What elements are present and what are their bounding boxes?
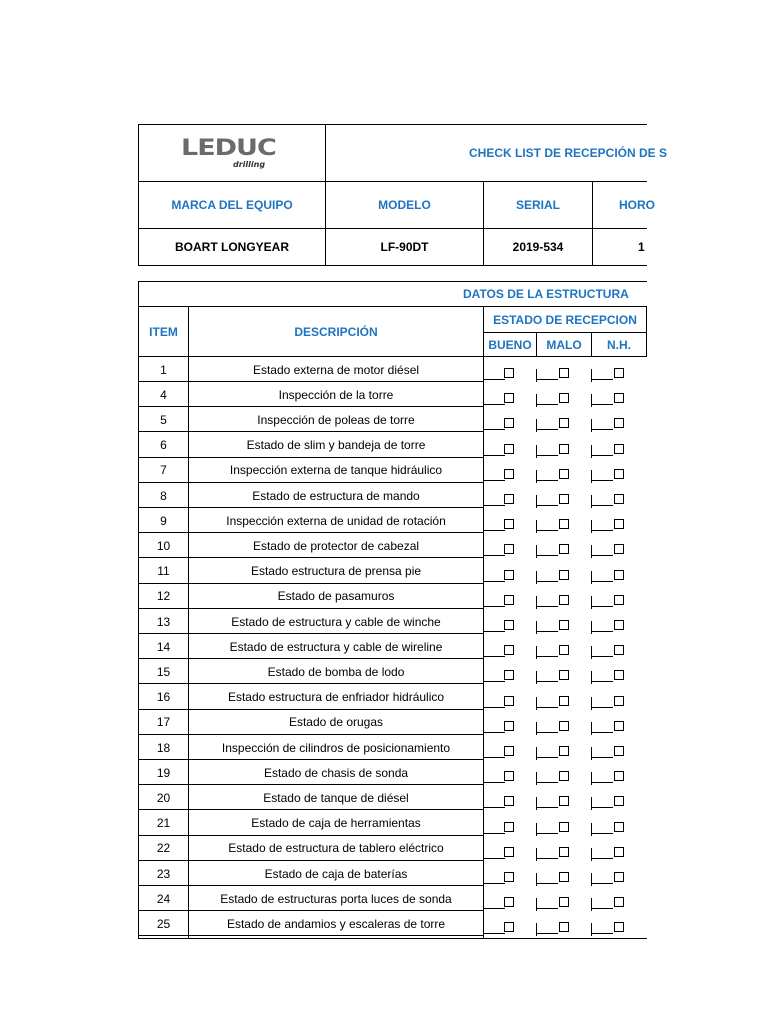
- checkbox-malo[interactable]: [559, 544, 569, 554]
- item-number: 15: [156, 664, 171, 679]
- col-header-malo: MALO: [546, 337, 582, 352]
- divider: [536, 394, 537, 407]
- divider: [536, 697, 537, 710]
- checkbox-underline: [536, 732, 558, 733]
- checkbox-bueno[interactable]: [504, 645, 514, 655]
- checkbox-underline: [483, 656, 505, 657]
- checkbox-underline: [483, 555, 505, 556]
- col-header-bueno: BUENO: [488, 337, 532, 352]
- item-number: 14: [156, 639, 171, 654]
- checkbox-underline: [591, 555, 613, 556]
- checkbox-underline: [483, 681, 505, 682]
- divider: [536, 772, 537, 785]
- table-row: [139, 407, 647, 432]
- table-row: [139, 911, 647, 936]
- divider: [591, 873, 592, 886]
- checkbox-underline: [536, 807, 558, 808]
- col-header-item: ITEM: [149, 324, 178, 339]
- checkbox-malo[interactable]: [559, 645, 569, 655]
- checkbox-nh[interactable]: [614, 393, 624, 403]
- item-number: 19: [156, 765, 171, 780]
- checkbox-underline: [591, 429, 613, 430]
- checkbox-bueno[interactable]: [504, 544, 514, 554]
- checkbox-bueno[interactable]: [504, 696, 514, 706]
- logo-main-text: LEDUC: [181, 135, 276, 161]
- table-row: [139, 433, 647, 458]
- item-description: Inspección de cilindros de posicionamiento: [221, 740, 451, 755]
- table-row: [139, 584, 647, 609]
- divider: [591, 394, 592, 407]
- divider: [536, 722, 537, 735]
- divider: [591, 772, 592, 785]
- checkbox-nh[interactable]: [614, 645, 624, 655]
- divider: [536, 520, 537, 533]
- divider: [536, 470, 537, 483]
- col-header-estado-recepcion: ESTADO DE RECEPCION: [493, 312, 637, 327]
- checkbox-nh[interactable]: [614, 368, 624, 378]
- checkbox-underline: [591, 379, 613, 380]
- checkbox-nh[interactable]: [614, 922, 624, 932]
- checkbox-underline: [483, 833, 505, 834]
- divider: [591, 646, 592, 659]
- item-description: Estado de slim y bandeja de torre: [246, 438, 426, 453]
- checkbox-bueno[interactable]: [504, 746, 514, 756]
- checkbox-malo[interactable]: [559, 444, 569, 454]
- table-row: [139, 811, 647, 836]
- table-row: [139, 559, 647, 584]
- checkbox-underline: [483, 505, 505, 506]
- checkbox-bueno[interactable]: [504, 897, 514, 907]
- item-description: Estado de chasis de sonda: [263, 765, 409, 780]
- table-row: [139, 634, 647, 659]
- divider: [536, 898, 537, 911]
- checkbox-nh[interactable]: [614, 469, 624, 479]
- checklist-table: [138, 281, 647, 939]
- checkbox-underline: [483, 606, 505, 607]
- item-number: 9: [160, 513, 167, 528]
- checkbox-bueno[interactable]: [504, 721, 514, 731]
- leduc-logo: [181, 137, 281, 173]
- divider: [536, 823, 537, 836]
- checkbox-underline: [591, 883, 613, 884]
- header-col-modelo: MODELO: [378, 198, 431, 212]
- checkbox-underline: [483, 581, 505, 582]
- divider: [591, 848, 592, 861]
- checkbox-underline: [536, 933, 558, 934]
- checkbox-underline: [483, 707, 505, 708]
- checkbox-underline: [483, 404, 505, 405]
- divider: [536, 646, 537, 659]
- table-row: [139, 357, 647, 382]
- checkbox-bueno[interactable]: [504, 519, 514, 529]
- checkbox-bueno[interactable]: [504, 595, 514, 605]
- divider: [536, 923, 537, 936]
- divider: [591, 445, 592, 458]
- item-description: Inspección externa de unidad de rotación: [226, 513, 446, 528]
- checkbox-underline: [483, 782, 505, 783]
- checkbox-malo[interactable]: [559, 897, 569, 907]
- checkbox-underline: [483, 732, 505, 733]
- item-description: Estado de estructura y cable de wireline: [229, 639, 443, 654]
- divider: [591, 495, 592, 508]
- checkbox-underline: [591, 933, 613, 934]
- item-description: Estado estructura de prensa pie: [250, 564, 422, 579]
- checkbox-underline: [591, 530, 613, 531]
- item-description: Estado de estructura de tablero eléctrico: [228, 841, 444, 856]
- divider: [591, 571, 592, 584]
- checkbox-nh[interactable]: [614, 570, 624, 580]
- table-row: [139, 659, 647, 684]
- checkbox-underline: [591, 656, 613, 657]
- checkbox-bueno[interactable]: [504, 822, 514, 832]
- table-row: [139, 458, 647, 483]
- checkbox-nh[interactable]: [614, 494, 624, 504]
- checkbox-bueno[interactable]: [504, 368, 514, 378]
- item-description: Estado estructura de enfriador hidráulico: [227, 690, 445, 705]
- divider: [536, 495, 537, 508]
- table-row: [139, 735, 647, 760]
- divider: [591, 596, 592, 609]
- checkbox-underline: [536, 631, 558, 632]
- item-description: Estado de estructura y cable de winche: [231, 614, 441, 629]
- item-number: 23: [156, 866, 171, 881]
- table-row: [139, 508, 647, 533]
- checkbox-underline: [536, 707, 558, 708]
- item-description: Estado de estructura de mando: [252, 488, 420, 503]
- checkbox-bueno[interactable]: [504, 469, 514, 479]
- checkbox-underline: [591, 732, 613, 733]
- checkbox-underline: [591, 631, 613, 632]
- value-marca: BOART LONGYEAR: [175, 240, 289, 254]
- checkbox-nh[interactable]: [614, 897, 624, 907]
- checkbox-bueno[interactable]: [504, 872, 514, 882]
- checkbox-underline: [536, 530, 558, 531]
- checkbox-malo[interactable]: [559, 872, 569, 882]
- item-number: 21: [156, 816, 171, 831]
- checkbox-malo[interactable]: [559, 746, 569, 756]
- divider: [536, 797, 537, 810]
- checkbox-nh[interactable]: [614, 418, 624, 428]
- checkbox-malo[interactable]: [559, 368, 569, 378]
- divider: [536, 621, 537, 634]
- table-row: [139, 886, 647, 911]
- item-description: Estado de protector de cabezal: [252, 538, 420, 553]
- item-description: Estado de bomba de lodo: [267, 664, 405, 679]
- divider: [591, 747, 592, 760]
- checkbox-malo[interactable]: [559, 570, 569, 580]
- checkbox-underline: [536, 404, 558, 405]
- item-description: Estado de caja de baterías: [264, 866, 408, 881]
- checkbox-bueno[interactable]: [504, 847, 514, 857]
- checkbox-underline: [536, 782, 558, 783]
- checkbox-nh[interactable]: [614, 746, 624, 756]
- table-row: [139, 533, 647, 558]
- checkbox-underline: [536, 555, 558, 556]
- checkbox-bueno[interactable]: [504, 393, 514, 403]
- divider: [591, 823, 592, 836]
- checkbox-malo[interactable]: [559, 822, 569, 832]
- col-header-nh: N.H.: [607, 337, 631, 352]
- item-number: 17: [156, 715, 171, 730]
- checkbox-underline: [591, 581, 613, 582]
- checkbox-underline: [536, 429, 558, 430]
- checkbox-underline: [536, 606, 558, 607]
- divider: [536, 596, 537, 609]
- item-number: 10: [156, 538, 171, 553]
- divider: [591, 470, 592, 483]
- checkbox-underline: [536, 480, 558, 481]
- item-description: Estado de pasamuros: [277, 589, 395, 604]
- checkbox-bueno[interactable]: [504, 418, 514, 428]
- checkbox-malo[interactable]: [559, 796, 569, 806]
- checkbox-underline: [483, 908, 505, 909]
- checkbox-nh[interactable]: [614, 721, 624, 731]
- checkbox-bueno[interactable]: [504, 570, 514, 580]
- item-description: Inspección externa de tanque hidráulico: [229, 463, 443, 478]
- header-col-marca: MARCA DEL EQUIPO: [171, 198, 293, 212]
- item-number: 6: [160, 438, 167, 453]
- divider: [591, 797, 592, 810]
- checkbox-underline: [536, 656, 558, 657]
- checkbox-underline: [591, 807, 613, 808]
- item-number: 24: [156, 891, 171, 906]
- checkbox-underline: [483, 480, 505, 481]
- item-number: 12: [156, 589, 171, 604]
- checkbox-malo[interactable]: [559, 620, 569, 630]
- checkbox-bueno[interactable]: [504, 444, 514, 454]
- checkbox-bueno[interactable]: [504, 771, 514, 781]
- divider: [591, 671, 592, 684]
- divider: [536, 419, 537, 432]
- item-number: 7: [160, 463, 167, 478]
- checkbox-underline: [591, 455, 613, 456]
- table-row: [139, 861, 647, 886]
- divider: [536, 848, 537, 861]
- table-row: [139, 382, 647, 407]
- table-row: [139, 483, 647, 508]
- item-number: 1: [160, 362, 167, 377]
- checkbox-malo[interactable]: [559, 393, 569, 403]
- checkbox-underline: [483, 933, 505, 934]
- checkbox-underline: [483, 530, 505, 531]
- table-row: [139, 609, 647, 634]
- checkbox-nh[interactable]: [614, 822, 624, 832]
- checkbox-underline: [591, 833, 613, 834]
- checkbox-underline: [536, 379, 558, 380]
- table-row: [139, 760, 647, 785]
- item-number: 18: [156, 740, 171, 755]
- checkbox-nh[interactable]: [614, 771, 624, 781]
- checkbox-underline: [591, 858, 613, 859]
- checkbox-underline: [591, 707, 613, 708]
- item-description: Estado de tanque de diésel: [263, 790, 409, 805]
- divider: [536, 671, 537, 684]
- document-title: CHECK LIST DE RECEPCIÓN DE S: [469, 146, 668, 160]
- checkbox-underline: [536, 455, 558, 456]
- header-table: [138, 124, 668, 266]
- checkbox-malo[interactable]: [559, 519, 569, 529]
- checkbox-malo[interactable]: [559, 847, 569, 857]
- checkbox-underline: [483, 455, 505, 456]
- divider: [536, 747, 537, 760]
- checkbox-underline: [591, 404, 613, 405]
- divider: [591, 369, 592, 382]
- checkbox-underline: [536, 505, 558, 506]
- header-col-serial: SERIAL: [515, 198, 560, 212]
- item-description: Estado externa de motor diésel: [252, 362, 420, 377]
- divider: [591, 697, 592, 710]
- divider: [536, 571, 537, 584]
- checkbox-malo[interactable]: [559, 494, 569, 504]
- divider: [591, 520, 592, 533]
- logo-sub-text: drilling: [233, 160, 266, 169]
- checkbox-malo[interactable]: [559, 418, 569, 428]
- checkbox-bueno[interactable]: [504, 796, 514, 806]
- checkbox-bueno[interactable]: [504, 670, 514, 680]
- item-number: 8: [160, 488, 167, 503]
- checkbox-nh[interactable]: [614, 544, 624, 554]
- table-row: [139, 685, 647, 710]
- checkbox-underline: [536, 908, 558, 909]
- checkbox-underline: [536, 581, 558, 582]
- item-description: Estado de caja de herramientas: [251, 816, 421, 831]
- checkbox-underline: [483, 807, 505, 808]
- table-row: [139, 836, 647, 861]
- header-col-horometro: HORO: [619, 198, 655, 212]
- item-description: Estado de andamios y escaleras de torre: [226, 916, 446, 931]
- checkbox-underline: [591, 606, 613, 607]
- checkbox-underline: [591, 757, 613, 758]
- checkbox-malo[interactable]: [559, 922, 569, 932]
- divider: [591, 545, 592, 558]
- checkbox-malo[interactable]: [559, 670, 569, 680]
- checkbox-nh[interactable]: [614, 595, 624, 605]
- divider: [591, 722, 592, 735]
- checkbox-nh[interactable]: [614, 670, 624, 680]
- checkbox-bueno[interactable]: [504, 620, 514, 630]
- item-description: Inspección de la torre: [278, 387, 394, 402]
- checkbox-nh[interactable]: [614, 847, 624, 857]
- divider: [591, 923, 592, 936]
- checkbox-nh[interactable]: [614, 872, 624, 882]
- checkbox-malo[interactable]: [559, 771, 569, 781]
- checkbox-underline: [591, 505, 613, 506]
- checkbox-underline: [591, 681, 613, 682]
- divider: [139, 935, 483, 936]
- divider: [536, 545, 537, 558]
- divider: [536, 873, 537, 886]
- item-number: 16: [156, 690, 171, 705]
- checkbox-underline: [536, 681, 558, 682]
- checkbox-underline: [483, 757, 505, 758]
- checkbox-nh[interactable]: [614, 696, 624, 706]
- checkbox-underline: [536, 858, 558, 859]
- checkbox-underline: [483, 858, 505, 859]
- checkbox-bueno[interactable]: [504, 922, 514, 932]
- item-description: Estado de orugas: [288, 715, 384, 730]
- item-number: 4: [160, 387, 167, 402]
- checkbox-malo[interactable]: [559, 696, 569, 706]
- divider: [591, 419, 592, 432]
- divider: [536, 369, 537, 382]
- checkbox-underline: [536, 757, 558, 758]
- checkbox-underline: [536, 883, 558, 884]
- value-modelo: LF-90DT: [380, 240, 429, 254]
- item-number: 25: [156, 916, 171, 931]
- value-horometro: 1: [638, 240, 645, 254]
- divider: [591, 621, 592, 634]
- value-serial: 2019-534: [512, 240, 564, 254]
- checkbox-underline: [483, 429, 505, 430]
- item-number: 22: [156, 841, 171, 856]
- section-title: DATOS DE LA ESTRUCTURA: [463, 287, 629, 301]
- checkbox-underline: [536, 833, 558, 834]
- checkbox-bueno[interactable]: [504, 494, 514, 504]
- item-number: 11: [157, 564, 170, 579]
- checkbox-underline: [483, 379, 505, 380]
- divider: [646, 306, 647, 356]
- col-header-descripcion: DESCRIPCIÓN: [294, 324, 378, 339]
- divider: [591, 898, 592, 911]
- checkbox-nh[interactable]: [614, 620, 624, 630]
- item-number: 5: [160, 412, 167, 427]
- checkbox-nh[interactable]: [614, 519, 624, 529]
- item-number: 20: [156, 790, 171, 805]
- checkbox-underline: [483, 631, 505, 632]
- checkbox-nh[interactable]: [614, 444, 624, 454]
- checkbox-malo[interactable]: [559, 595, 569, 605]
- checkbox-nh[interactable]: [614, 796, 624, 806]
- checkbox-malo[interactable]: [559, 721, 569, 731]
- checkbox-underline: [591, 908, 613, 909]
- checkbox-malo[interactable]: [559, 469, 569, 479]
- table-row: [139, 710, 647, 735]
- checkbox-underline: [483, 883, 505, 884]
- item-number: 13: [156, 614, 171, 629]
- checkbox-underline: [591, 782, 613, 783]
- checkbox-underline: [591, 480, 613, 481]
- divider: [536, 445, 537, 458]
- item-description: Estado de estructuras porta luces de sonda: [220, 891, 452, 906]
- item-description: Inspección de poleas de torre: [257, 412, 415, 427]
- table-row: [139, 785, 647, 810]
